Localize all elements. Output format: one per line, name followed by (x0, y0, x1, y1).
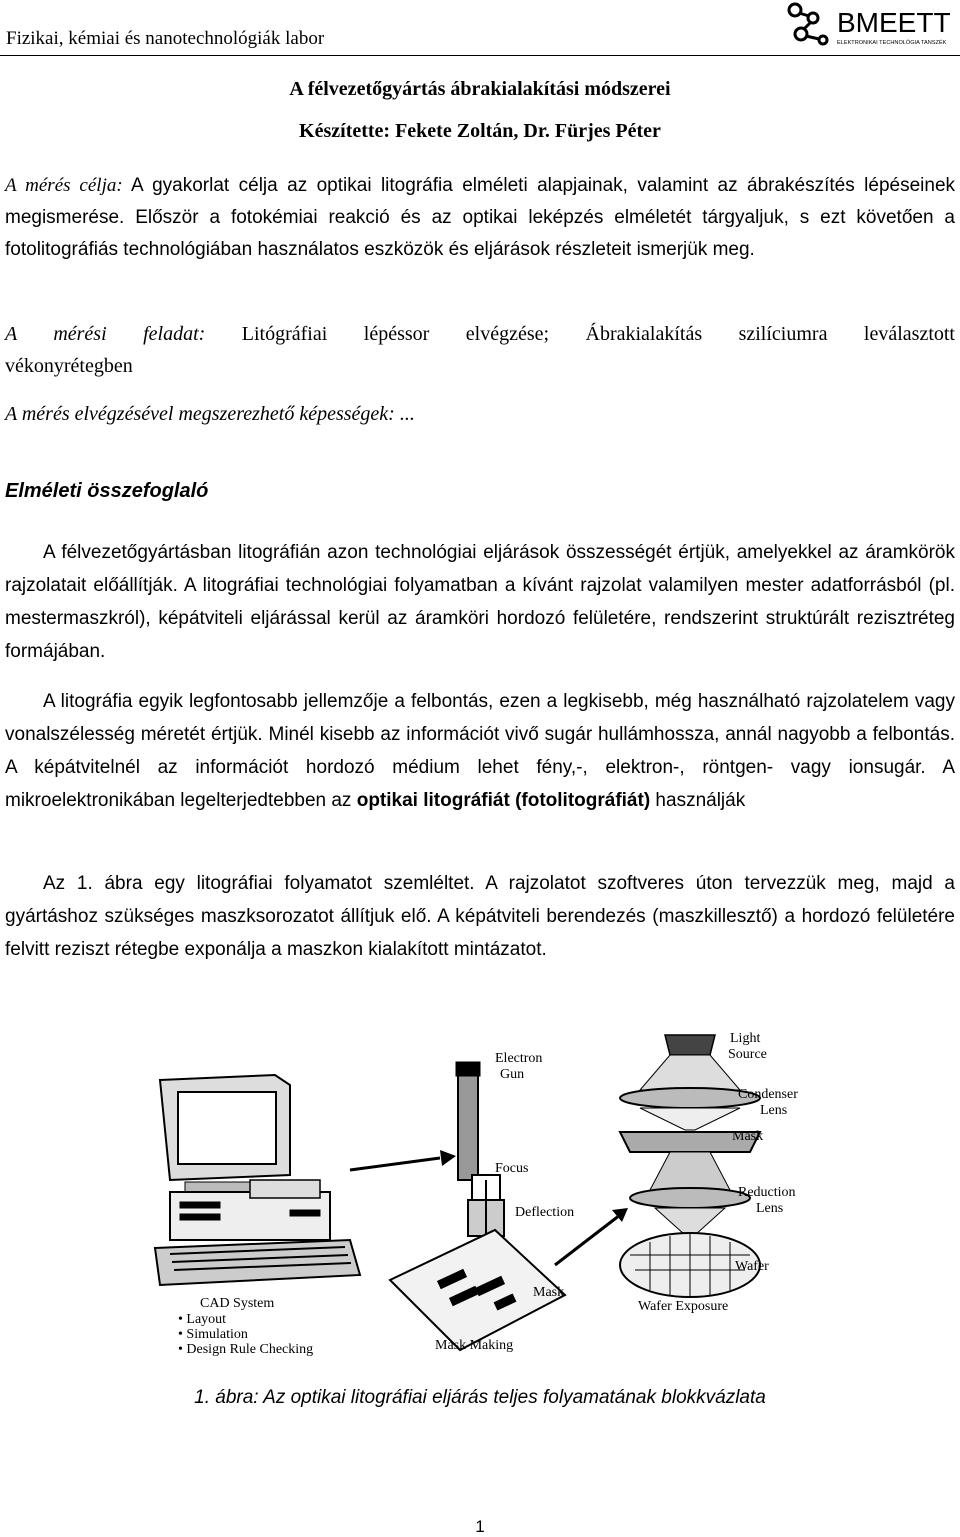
paragraph-2-text: A litográfia egyik legfontosabb jellemzője a felbontás, ezen a legkisebb, még használható rajzolatelem vagy vonalszélesség méretét értjük. Minél kisebb az információt vivő sugár hullámhossza, annál nagyobb a felbontás. A képátvitelnél az információt hordozó médium lehet fény,-, elektron-, röntgen- vagy ionsugár. A mikroelektronikában legelterjedtebben az (5, 691, 955, 811)
paragraph-2 (5, 685, 955, 817)
logo-subtext: ELEKTRONIKAI TECHNOLÓGIA TANSZÉK (837, 40, 947, 46)
arrowhead-icon (440, 1150, 456, 1166)
arrow-cad-to-ebeam (350, 1158, 440, 1170)
measurement-goal (5, 170, 955, 266)
lithography-figure (150, 1030, 810, 1370)
paragraph-1 (5, 536, 955, 668)
mask-label: Mask (533, 1285, 565, 1300)
bmeett-logo (785, 0, 960, 52)
skills-line: A mérés elvégzésével megszerezhető képességek: ... (5, 403, 415, 425)
light-source-label-2: Source (728, 1047, 767, 1062)
electron-gun-label-2: Gun (500, 1067, 525, 1082)
cad-title: CAD System (200, 1296, 275, 1311)
logo-text: BMEETT (837, 7, 951, 38)
paragraph-1-text: A félvezetőgyártásban litográfián azon technológiai eljárások összességét értjük, amelyekkel az áramkörök rajzolatait előállítják. A litográfiai technológiai folyamatban a kívánt rajzolat valamilyen mester adatforrásból (pl. mestermaszkról), képátviteli eljárással kerül az áramköri hordozó felületére, rendszerint struktúrált rezisztréteg formájában. (5, 542, 955, 662)
paragraph-2-tail: használják (650, 790, 746, 811)
mask-making-label: Mask Making (435, 1338, 514, 1353)
molecule-icon (789, 4, 827, 44)
section-heading: Elméleti összefoglaló (5, 480, 209, 502)
cad-item-simulation: • Simulation (178, 1327, 248, 1342)
page-number: 1 (475, 1517, 485, 1536)
measurement-task (5, 318, 955, 382)
goal-text: A gyakorlat célja az optikai litográfia elméleti alapjainak, valamint az ábrakészítés lépéseinek megismerése. Először a fotokémiai reakció és az optikai leképzés elméletét tárgyaljuk, s ezt követően a fotolitográfiás technológiában használatos eszközök és eljárások részleteit ismerjük meg. (5, 175, 956, 260)
task-text: Litógráfiai lépéssor elvégzése; Ábrakialakítás szilíciumra leválasztott vékonyrétegben (5, 323, 955, 377)
goal-label: A mérés célja: (5, 175, 123, 196)
cad-item-drc: • Design Rule Checking (178, 1342, 314, 1357)
stepper-mask-label: Mask (732, 1129, 764, 1144)
deflection-label: Deflection (515, 1205, 575, 1220)
electron-gun-label-1: Electron (495, 1051, 543, 1066)
focus-label: Focus (495, 1161, 529, 1176)
document-title: A félvezetőgyártás ábrakialakítási módszerei (289, 78, 671, 100)
task-label: A mérési feladat: (5, 323, 206, 345)
paragraph-3 (5, 867, 955, 966)
paragraph-3-text: Az 1. ábra egy litográfiai folyamatot szemléltet. A rajzolatot szoftveres úton tervezzük meg, majd a gyártáshoz szükséges maszksorozatot állítjuk elő. A képátviteli berendezés (maszkillesztő) a hordozó felületére felvitt reziszt rétegbe exponálja a maszkon kialakított mintázatot. (5, 873, 955, 960)
optical-stepper-illustration (620, 1035, 760, 1297)
page-header (0, 0, 960, 58)
figure-caption: 1. ábra: Az optikai litográfiai eljárás teljes folyamatának blokkvázlata (194, 1387, 766, 1408)
condenser-label-1: Condenser (738, 1087, 798, 1102)
wafer-exposure-label: Wafer Exposure (638, 1299, 729, 1314)
header-divider (0, 55, 960, 56)
paragraph-2-bold: optikai litográfiát (fotolitográfiát) (356, 790, 651, 811)
wafer-label: Wafer (735, 1259, 769, 1274)
condenser-label-2: Lens (760, 1103, 788, 1118)
cad-item-layout: • Layout (178, 1312, 227, 1327)
reduction-label-1: Reduction (738, 1185, 796, 1200)
authors-line: Készítette: Fekete Zoltán, Dr. Fürjes Péter (299, 120, 661, 142)
course-name: Fizikai, kémiai és nanotechnológiák labor (6, 28, 325, 49)
computer-illustration (155, 1075, 360, 1285)
reduction-label-2: Lens (756, 1201, 784, 1216)
arrow-mask-to-exposure (555, 1215, 620, 1265)
light-source-label-1: Light (730, 1031, 761, 1046)
